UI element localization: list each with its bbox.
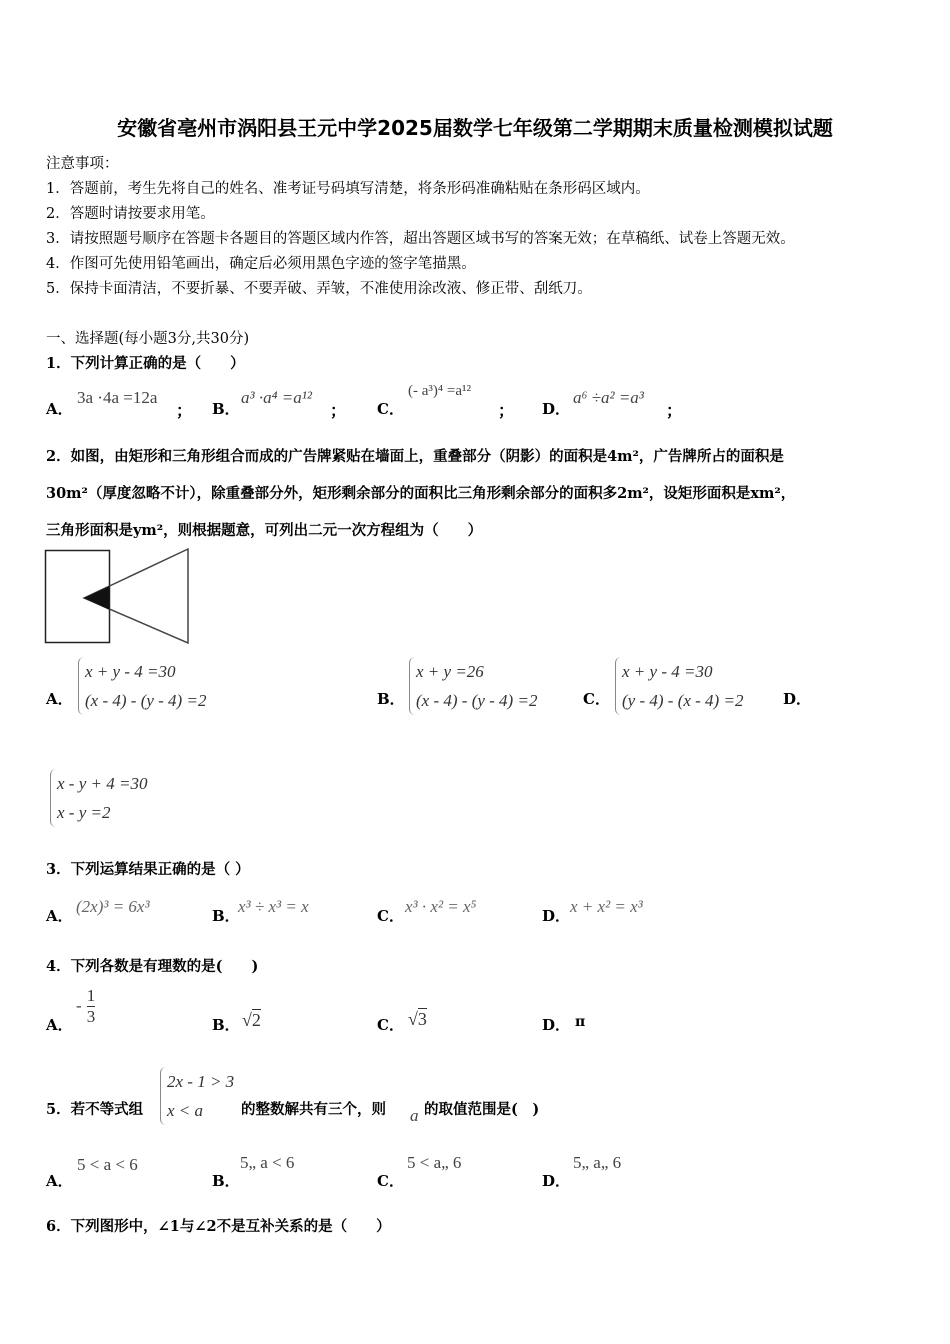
notice-item: 2．答题时请按要求用笔。 — [46, 206, 215, 222]
q4-option-c-label: C． — [377, 1016, 404, 1034]
q2-option-a-system — [78, 657, 206, 715]
q1-option-a: 3a ·4a =12a — [77, 388, 158, 407]
q5-stem-post: 的取值范围是( ) — [424, 1101, 540, 1118]
equation: x + y =26 — [416, 662, 484, 681]
notice-item: 3．请按照题号顺序在答题卡各题目的答题区域内作答，超出答题区域书写的答案无效；在草稿纸、试卷上答题无效。 — [46, 231, 795, 247]
inequality: x < a — [167, 1101, 204, 1120]
notice-item: 5．保持卡面清洁，不要折暴、不要弄破、弄皱，不准使用涂改液、修正带、刮纸刀。 — [46, 281, 592, 297]
q3-option-d-label: D． — [542, 907, 571, 925]
q4-option-d-label: D． — [542, 1016, 571, 1034]
equation: x + y - 4 =30 — [85, 662, 176, 681]
equation: x - y + 4 =30 — [57, 774, 148, 793]
q1-sep: ； — [666, 401, 683, 420]
q1-stem: 1．下列计算正确的是（ ） — [46, 355, 245, 372]
q2-option-a-label: A． — [46, 690, 73, 708]
q3-option-a: (2x)³ = 6x³ — [76, 897, 150, 916]
q2-stem-line: 2．如图，由矩形和三角形组合而成的广告牌紧贴在墙面上，重叠部分（阴影）的面积是4m²，广告牌所占的面积是 — [46, 448, 784, 465]
inequality: 2x - 1 > 3 — [167, 1072, 235, 1091]
overlap-shaded-region — [84, 586, 110, 610]
q1-option-c: (- a³)⁴ =a¹² — [408, 383, 471, 399]
q1-option-d: a⁶ ÷a² =a³ — [573, 388, 644, 407]
q1-option-b-label: B． — [212, 400, 240, 418]
notice-item: 1．答题前，考生先将自己的姓名、准考证号码填写清楚，将条形码准确粘贴在条形码区域内。 — [46, 181, 650, 197]
q4-option-d: π — [575, 1014, 586, 1030]
fraction — [87, 986, 96, 1027]
q5-option-a-label: A． — [46, 1172, 73, 1190]
q3-option-d: x + x² = x³ — [570, 897, 643, 916]
q4-option-a — [76, 986, 95, 1027]
q2-option-b-label: B． — [377, 690, 405, 708]
q1-sep: ； — [176, 401, 193, 420]
q5-option-b: 5„ a < 6 — [240, 1153, 295, 1172]
q5-option-b-label: B． — [212, 1172, 240, 1190]
q1-option-c-label: C． — [377, 400, 404, 418]
q4-stem: 4．下列各数是有理数的是( ) — [46, 958, 259, 975]
denominator: 3 — [86, 1007, 96, 1026]
q3-stem: 3．下列运算结果正确的是（ ） — [46, 861, 250, 878]
minus-sign: - — [76, 996, 82, 1015]
q4-option-b-label: B． — [212, 1016, 240, 1034]
q2-stem-line: 三角形面积是ym²，则根据题意，可列出二元一次方程组为（ ） — [46, 522, 483, 539]
q5-option-a: 5 < a < 6 — [77, 1155, 138, 1174]
q5-stem-pre: 5．若不等式组 — [46, 1101, 144, 1118]
q2-option-c-system — [615, 657, 743, 715]
q2-option-d-system — [50, 769, 147, 827]
q5-option-d-label: D． — [542, 1172, 571, 1190]
q5-option-d: 5„ a„ 6 — [573, 1153, 622, 1172]
q5-option-c-label: C． — [377, 1172, 404, 1190]
q3-option-b: x³ ÷ x³ = x — [238, 897, 309, 916]
radicand: 2 — [251, 1010, 261, 1030]
q1-sep: ； — [498, 401, 515, 420]
q5-variable: a — [410, 1106, 419, 1125]
page-title: 安徽省亳州市涡阳县王元中学2025届数学七年级第二学期期末质量检测模拟试题 — [117, 116, 833, 140]
radicand: 3 — [417, 1009, 427, 1029]
equation: x - y =2 — [57, 803, 111, 822]
q3-option-c-label: C． — [377, 907, 404, 925]
q2-option-b-system — [409, 657, 537, 715]
equation: (x - 4) - (y - 4) =2 — [416, 691, 538, 710]
section-heading: 一、选择题(每小题3分,共30分) — [46, 331, 250, 347]
numerator: 1 — [86, 986, 96, 1005]
notice-item: 4．作图可先使用铅笔画出，确定后必须用黑色字迹的签字笔描黑。 — [46, 256, 476, 272]
equation: x + y - 4 =30 — [622, 662, 713, 681]
q4-option-a-label: A． — [46, 1016, 73, 1034]
q1-option-b: a³ ·a⁴ =a¹² — [241, 388, 312, 407]
q6-stem: 6．下列图形中，∠1与∠2不是互补关系的是（ ） — [46, 1218, 391, 1235]
equation: (y - 4) - (x - 4) =2 — [622, 691, 744, 710]
q1-option-d-label: D． — [542, 400, 571, 418]
q2-option-d-label: D． — [783, 690, 812, 708]
q2-option-c-label: C． — [583, 690, 610, 708]
q3-option-c: x³ · x² = x⁵ — [405, 897, 477, 916]
q5-inequality-system — [160, 1067, 234, 1125]
q5-stem-mid: 的整数解共有三个，则 — [241, 1101, 386, 1118]
q1-sep: ； — [330, 401, 347, 420]
notice-heading: 注意事项： — [46, 156, 119, 172]
q2-stem-line: 30m²（厚度忽略不计），除重叠部分外，矩形剩余部分的面积比三角形剩余部分的面积多2m²，设矩形面积是xm²， — [46, 485, 796, 502]
equation: (x - 4) - (y - 4) =2 — [85, 691, 207, 710]
q1-option-a-label: A． — [46, 400, 73, 418]
q4-option-b: √2 — [242, 1010, 261, 1030]
q3-option-b-label: B． — [212, 907, 240, 925]
q3-option-a-label: A． — [46, 907, 73, 925]
q4-option-c: √3 — [408, 1009, 427, 1029]
q5-option-c: 5 < a„ 6 — [407, 1153, 462, 1172]
